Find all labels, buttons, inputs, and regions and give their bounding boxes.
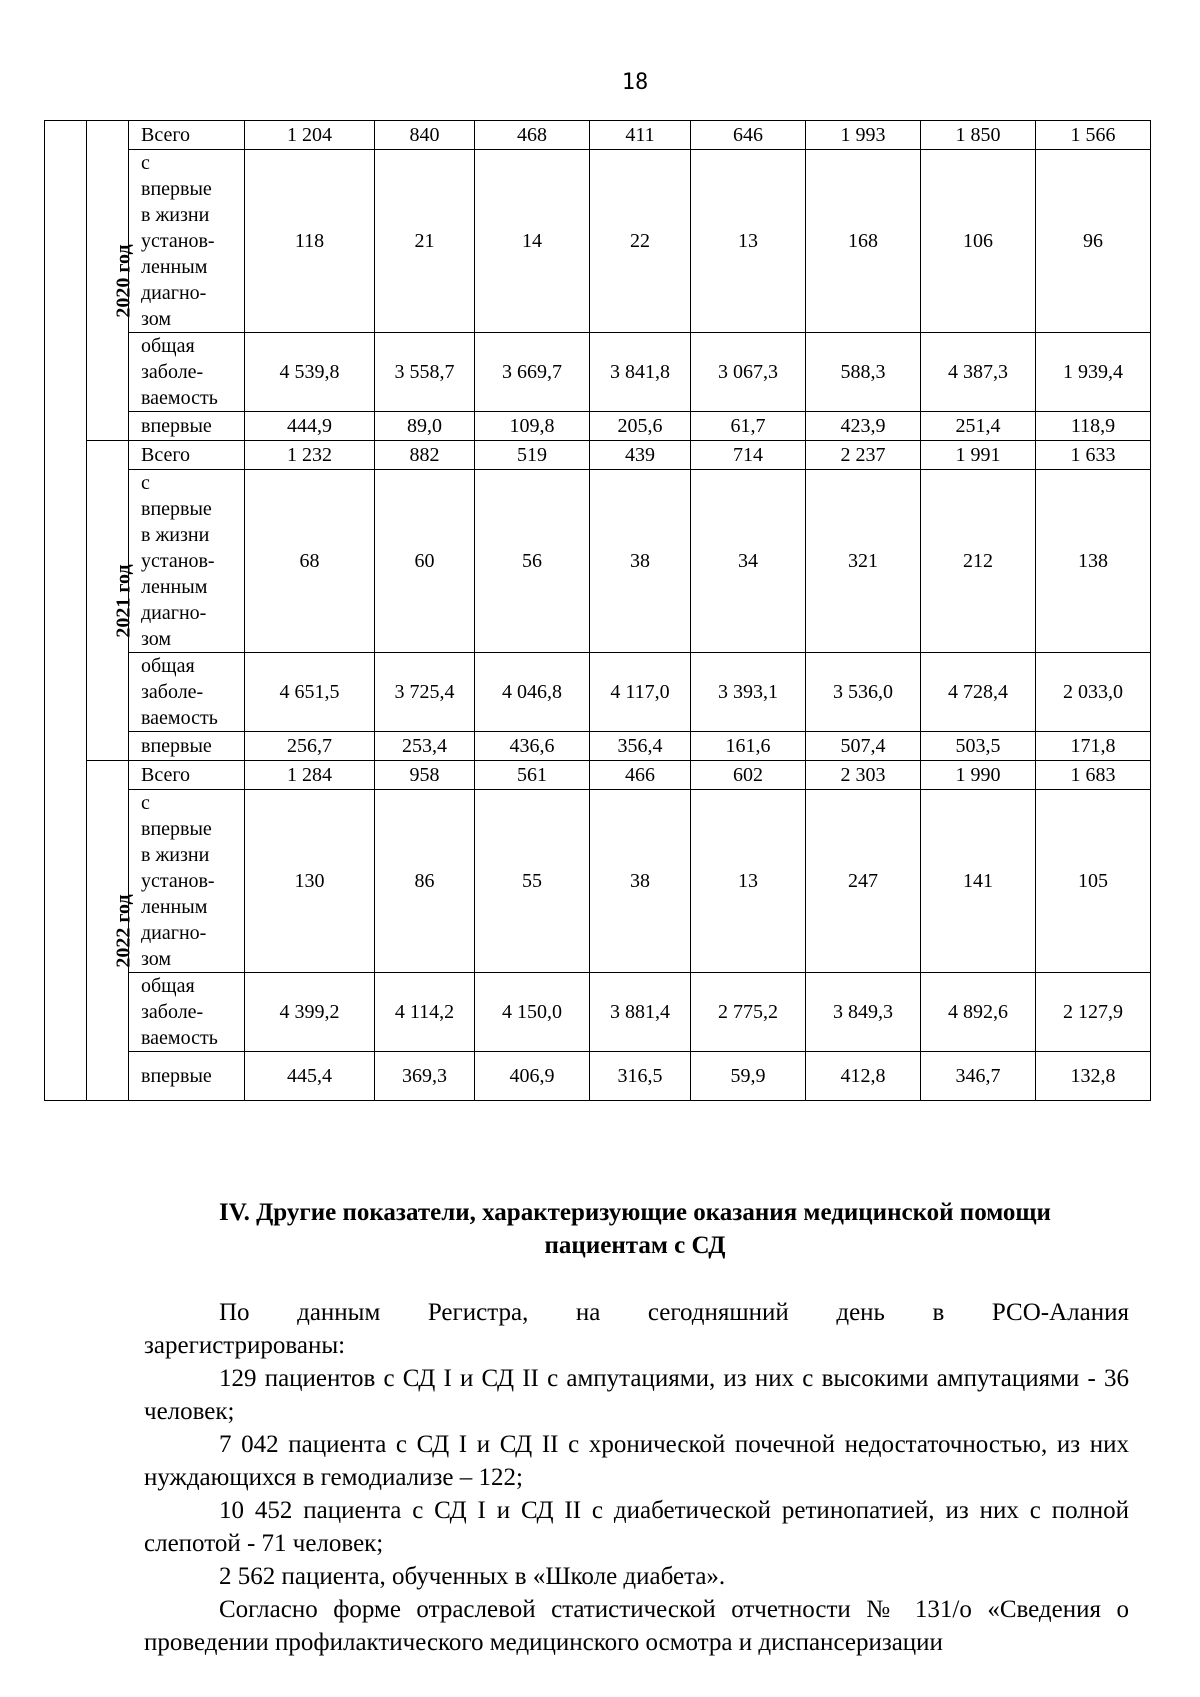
value-cell: 1 991 [921, 441, 1036, 470]
value-cell: 1 232 [245, 441, 375, 470]
value-cell: 369,3 [375, 1052, 475, 1101]
value-cell: 3 849,3 [806, 973, 921, 1052]
year-label: 2020 год [112, 243, 135, 318]
row-label [129, 333, 245, 412]
statistics-table [44, 120, 1151, 1101]
value-cell: 588,3 [806, 333, 921, 412]
row-label-line: ленным [141, 576, 208, 598]
value-cell: 68 [245, 470, 375, 653]
value-cell: 646 [691, 121, 806, 150]
row-label-line: зом [141, 948, 172, 970]
value-cell: 59,9 [691, 1052, 806, 1101]
value-cell: 439 [590, 441, 691, 470]
table-row [45, 653, 1151, 732]
value-cell: 3 067,3 [691, 333, 806, 412]
body-text [144, 1296, 1129, 1659]
row-label-line: зом [141, 628, 172, 650]
value-cell: 171,8 [1036, 732, 1151, 761]
value-cell: 3 881,4 [590, 973, 691, 1052]
row-label-line: впервые [141, 818, 212, 840]
value-cell: 561 [475, 761, 590, 790]
row-label [129, 470, 245, 653]
year-label: 2022 год [112, 893, 135, 968]
year-label: 2021 год [112, 563, 135, 638]
table-row [45, 732, 1151, 761]
row-label-line: впервые [141, 1065, 212, 1087]
row-label [129, 412, 245, 441]
value-cell: 168 [806, 150, 921, 333]
row-label [129, 653, 245, 732]
row-label-line: впервые [141, 415, 212, 437]
row-label-line: общая [141, 975, 195, 997]
value-cell: 1 939,4 [1036, 333, 1151, 412]
row-label-line: диагно- [141, 282, 207, 304]
value-cell: 445,4 [245, 1052, 375, 1101]
value-cell: 1 850 [921, 121, 1036, 150]
value-cell: 958 [375, 761, 475, 790]
row-label [129, 973, 245, 1052]
row-label-line: зом [141, 308, 172, 330]
row-label-line: Всего [141, 124, 191, 146]
value-cell: 1 683 [1036, 761, 1151, 790]
value-cell: 89,0 [375, 412, 475, 441]
value-cell: 316,5 [590, 1052, 691, 1101]
section-heading [140, 1196, 1130, 1262]
value-cell: 321 [806, 470, 921, 653]
value-cell: 253,4 [375, 732, 475, 761]
value-cell: 4 399,2 [245, 973, 375, 1052]
value-cell: 1 633 [1036, 441, 1151, 470]
row-label-line: заболе- [141, 1001, 204, 1023]
value-cell: 61,7 [691, 412, 806, 441]
value-cell: 840 [375, 121, 475, 150]
row-label-line: установ- [141, 550, 215, 572]
row-label-line: с [141, 472, 150, 494]
row-label-line: ленным [141, 896, 208, 918]
row-label-line: диагно- [141, 922, 207, 944]
table-row [45, 470, 1151, 653]
value-cell: 205,6 [590, 412, 691, 441]
year-cell [87, 441, 135, 761]
row-label [129, 150, 245, 333]
table-row [45, 333, 1151, 412]
row-label-line: впервые [141, 178, 212, 200]
row-label [129, 790, 245, 973]
row-label-line: ваемость [141, 387, 218, 409]
row-label-line: установ- [141, 230, 215, 252]
paragraph-diabetes-school: 2 562 пациента, обученных в «Школе диабета». [219, 1563, 726, 1590]
value-cell: 130 [245, 790, 375, 973]
value-cell: 55 [475, 790, 590, 973]
row-label [129, 1052, 245, 1101]
value-cell: 444,9 [245, 412, 375, 441]
value-cell: 14 [475, 150, 590, 333]
year-cell [87, 121, 135, 441]
section-heading-line-1: IV. Другие показатели, характеризующие оказания медицинской помощи [219, 1199, 1051, 1226]
paragraph-renal-failure: 7 042 пациента с СД I и СД II с хронической почечной недостаточностью, из них нуждающихся в гемодиализе – 122; [144, 1431, 1129, 1491]
value-cell: 3 725,4 [375, 653, 475, 732]
value-cell: 2 775,2 [691, 973, 806, 1052]
value-cell: 423,9 [806, 412, 921, 441]
value-cell: 256,7 [245, 732, 375, 761]
value-cell: 3 669,7 [475, 333, 590, 412]
blank-column-cell [45, 121, 87, 1101]
value-cell: 4 387,3 [921, 333, 1036, 412]
value-cell: 1 993 [806, 121, 921, 150]
value-cell: 86 [375, 790, 475, 973]
value-cell: 96 [1036, 150, 1151, 333]
value-cell: 38 [590, 470, 691, 653]
value-cell: 4 728,4 [921, 653, 1036, 732]
row-label-line: Всего [141, 764, 191, 786]
paragraph-amputations: 129 пациентов с СД I и СД II с ампутациями, из них с высокими ампутациями - 36 человек; [144, 1365, 1129, 1425]
value-cell: 882 [375, 441, 475, 470]
value-cell: 141 [921, 790, 1036, 973]
value-cell: 138 [1036, 470, 1151, 653]
table-row [45, 790, 1151, 973]
row-label [129, 121, 245, 150]
row-label [129, 761, 245, 790]
table-row [45, 150, 1151, 333]
table-row [45, 1052, 1151, 1101]
row-label-line: с [141, 792, 150, 814]
value-cell: 346,7 [921, 1052, 1036, 1101]
page-number: 18 [621, 70, 649, 95]
value-cell: 1 990 [921, 761, 1036, 790]
paragraph-registry: По данным Регистра, на сегодняшний день в РСО-Алания зарегистрированы: [144, 1299, 1129, 1359]
value-cell: 507,4 [806, 732, 921, 761]
value-cell: 1 204 [245, 121, 375, 150]
year-cell [87, 761, 135, 1101]
row-label-line: ваемость [141, 1027, 218, 1049]
value-cell: 3 393,1 [691, 653, 806, 732]
value-cell: 13 [691, 790, 806, 973]
value-cell: 132,8 [1036, 1052, 1151, 1101]
value-cell: 212 [921, 470, 1036, 653]
value-cell: 503,5 [921, 732, 1036, 761]
value-cell: 60 [375, 470, 475, 653]
value-cell: 602 [691, 761, 806, 790]
value-cell: 3 841,8 [590, 333, 691, 412]
value-cell: 106 [921, 150, 1036, 333]
value-cell: 21 [375, 150, 475, 333]
value-cell: 105 [1036, 790, 1151, 973]
value-cell: 161,6 [691, 732, 806, 761]
row-label-line: общая [141, 655, 195, 677]
value-cell: 1 284 [245, 761, 375, 790]
value-cell: 118 [245, 150, 375, 333]
value-cell: 356,4 [590, 732, 691, 761]
value-cell: 4 892,6 [921, 973, 1036, 1052]
value-cell: 247 [806, 790, 921, 973]
row-label-line: заболе- [141, 681, 204, 703]
value-cell: 4 150,0 [475, 973, 590, 1052]
row-label-line: в жизни [141, 524, 210, 546]
value-cell: 468 [475, 121, 590, 150]
row-label-line: установ- [141, 870, 215, 892]
value-cell: 406,9 [475, 1052, 590, 1101]
row-label-line: в жизни [141, 844, 210, 866]
row-label-line: ленным [141, 256, 208, 278]
row-label-line: с [141, 152, 150, 174]
value-cell: 2 303 [806, 761, 921, 790]
row-label-line: общая [141, 335, 195, 357]
value-cell: 4 117,0 [590, 653, 691, 732]
row-label-line: заболе- [141, 361, 204, 383]
value-cell: 4 114,2 [375, 973, 475, 1052]
row-label-line: в жизни [141, 204, 210, 226]
row-label [129, 441, 245, 470]
value-cell: 3 558,7 [375, 333, 475, 412]
value-cell: 436,6 [475, 732, 590, 761]
row-label-line: диагно- [141, 602, 207, 624]
row-label-line: ваемость [141, 707, 218, 729]
row-label-line: впервые [141, 498, 212, 520]
value-cell: 4 046,8 [475, 653, 590, 732]
value-cell: 466 [590, 761, 691, 790]
value-cell: 13 [691, 150, 806, 333]
value-cell: 38 [590, 790, 691, 973]
value-cell: 4 651,5 [245, 653, 375, 732]
value-cell: 412,8 [806, 1052, 921, 1101]
value-cell: 109,8 [475, 412, 590, 441]
row-label-line: Всего [141, 444, 191, 466]
value-cell: 118,9 [1036, 412, 1151, 441]
table-row [45, 121, 1151, 150]
row-label [129, 732, 245, 761]
section-heading-line-2: пациентам с СД [544, 1232, 726, 1259]
value-cell: 411 [590, 121, 691, 150]
table-row [45, 973, 1151, 1052]
table-row [45, 441, 1151, 470]
value-cell: 56 [475, 470, 590, 653]
value-cell: 2 237 [806, 441, 921, 470]
value-cell: 1 566 [1036, 121, 1151, 150]
value-cell: 22 [590, 150, 691, 333]
value-cell: 519 [475, 441, 590, 470]
value-cell: 251,4 [921, 412, 1036, 441]
table-row [45, 761, 1151, 790]
paragraph-retinopathy: 10 452 пациента с СД I и СД II с диабетической ретинопатией, из них с полной слепотой - 71 человек; [144, 1497, 1129, 1557]
row-label-line: впервые [141, 735, 212, 757]
value-cell: 2 033,0 [1036, 653, 1151, 732]
value-cell: 714 [691, 441, 806, 470]
value-cell: 4 539,8 [245, 333, 375, 412]
table-row [45, 412, 1151, 441]
value-cell: 3 536,0 [806, 653, 921, 732]
value-cell: 2 127,9 [1036, 973, 1151, 1052]
value-cell: 34 [691, 470, 806, 653]
paragraph-statistics-form: Согласно форме отраслевой статистической отчетности № 131/о «Сведения о проведении профилактического медицинского осмотра и диспансеризации [144, 1596, 1129, 1656]
